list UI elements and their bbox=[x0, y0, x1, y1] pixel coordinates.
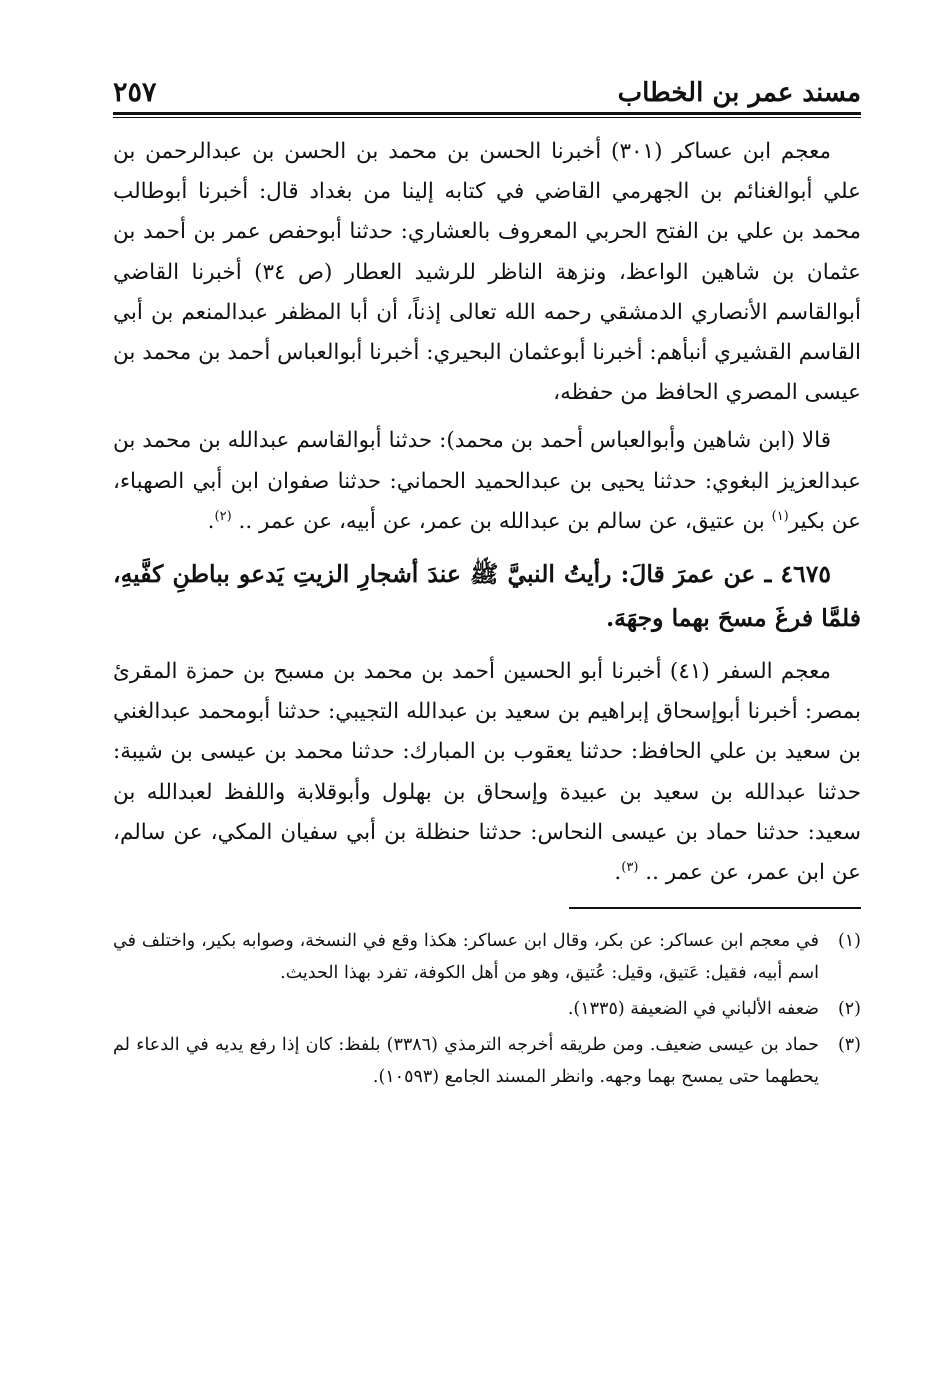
running-head bbox=[113, 70, 861, 112]
hadith-text bbox=[113, 552, 861, 640]
main-text bbox=[113, 132, 861, 893]
footnotes bbox=[113, 925, 861, 1093]
footnote-text: في معجم ابن عساكر: عن بكر، وقال ابن عساكر: هكذا وقع في النسخة، وصوابه بكير، واختلف في اسم أبيه، فقيل: عَتيق، وقيل: عُتيق، وهو من أهل الكوفة، تفرد بهذا الحديث. bbox=[113, 931, 819, 984]
page-number: ٢٥٧ bbox=[113, 77, 157, 108]
paragraph-isnad-3-end: . bbox=[614, 860, 622, 886]
footnote-text: ضعفه الألباني في الضعيفة (١٣٣٥). bbox=[567, 999, 819, 1020]
running-title: مسند عمر بن الخطاب bbox=[617, 78, 861, 108]
paragraph-isnad-2-end: . bbox=[207, 508, 215, 534]
footnote-item bbox=[113, 925, 861, 989]
paragraph-isnad-1-text: معجم ابن عساكر (٣٠١) أخبرنا الحسن بن محمد بن الحسن بن عبدالرحمن بن علي أبوالغنائم بن الجهرمي القاضي في كتابه إلينا من بغداد قال: أخبرنا أبوطالب محمد بن علي بن الفتح الحربي المعروف بالعشاري: حدثنا أبوحفص عمر بن أحمد بن عثمان بن شاهين الواعظ، ونزهة الناظر للرشيد العطار (ص ٣٤) أخبرنا القاضي أبوالقاسم الأنصاري الدمشقي رحمه الله تعالى إذناً، أن أبا المظفر عبدالمنعم بن أبي القاسم القشيري أنبأهم: أخبرنا أبوعثمان البحيري: أخبرنا أبوالعباس أحمد بن محمد بن عيسى المصري الحافظ من حفظه، bbox=[113, 139, 862, 406]
footnote-marker-1[interactable]: (١) bbox=[771, 508, 789, 524]
footnote-number: (٣) bbox=[837, 1035, 861, 1056]
footnote-marker-2[interactable]: (٢) bbox=[214, 508, 232, 524]
footnote-number: (٢) bbox=[837, 999, 861, 1020]
book-page bbox=[113, 70, 861, 1360]
paragraph-isnad-2-text-a: قالا (ابن شاهين وأبوالعباس أحمد بن محمد): حدثنا أبوالقاسم عبدالله بن محمد بن عبدالعزيز البغوي: حدثنا يحيى بن عبدالحميد الحماني: حدثنا صفوان ابن أبي الصهباء، عن بكير bbox=[113, 428, 861, 534]
paragraph-isnad-2-text-b: بن عتيق، عن سالم بن عبدالله بن عمر، عن أبيه، عن عمر .. bbox=[238, 508, 772, 534]
footnote-separator bbox=[569, 907, 861, 909]
footnote-number: (١) bbox=[837, 931, 861, 952]
header-rule bbox=[113, 112, 861, 118]
footnote-text: حماد بن عيسى ضعيف. ومن طريقه أخرجه الترمذي (٣٣٨٦) بلفظ: كان إذا رفع يديه في الدعاء لم يحطهما حتى يمسح بهما وجهه. وانظر المسند الجامع (١٠٥٩٣). bbox=[113, 1035, 819, 1088]
hadith-text-content: ٤٦٧٥ ـ عن عمرَ قالَ: رأيتُ النبيَّ ﷺ عندَ أشجارِ الزيتِ يَدعو بباطنِ كفَّيهِ، فلمَّا فرغَ مسحَ بهما وجهَهَ. bbox=[113, 560, 861, 633]
paragraph-isnad-3 bbox=[113, 652, 861, 893]
footnote-marker-3[interactable]: (٣) bbox=[621, 859, 639, 875]
paragraph-isnad-3-text: معجم السفر (٤١) أخبرنا أبو الحسين أحمد بن محمد بن مسبح بن حمزة المقرئ بمصر: أخبرنا أبوإسحاق إبراهيم بن سعيد بن عبدالله التجيبي: حدثنا أبومحمد عبدالغني بن سعيد بن علي الحافظ: حدثنا يعقوب بن المبارك: حدثنا محمد بن عيسى بن شيبة: حدثنا عبدالله بن سعيد بن عبيدة وإسحاق بن بهلول وأبوقلابة واللفظ لعبدالله بن سعيد: حدثنا حماد بن عيسى النحاس: حدثنا حنظلة بن أبي سفيان المكي، عن سالم، عن ابن عمر، عن عمر .. bbox=[113, 659, 861, 886]
footnote-item bbox=[113, 1029, 861, 1093]
paragraph-isnad-2 bbox=[113, 421, 861, 542]
footnote-item bbox=[113, 993, 861, 1025]
paragraph-isnad-1 bbox=[113, 132, 861, 413]
